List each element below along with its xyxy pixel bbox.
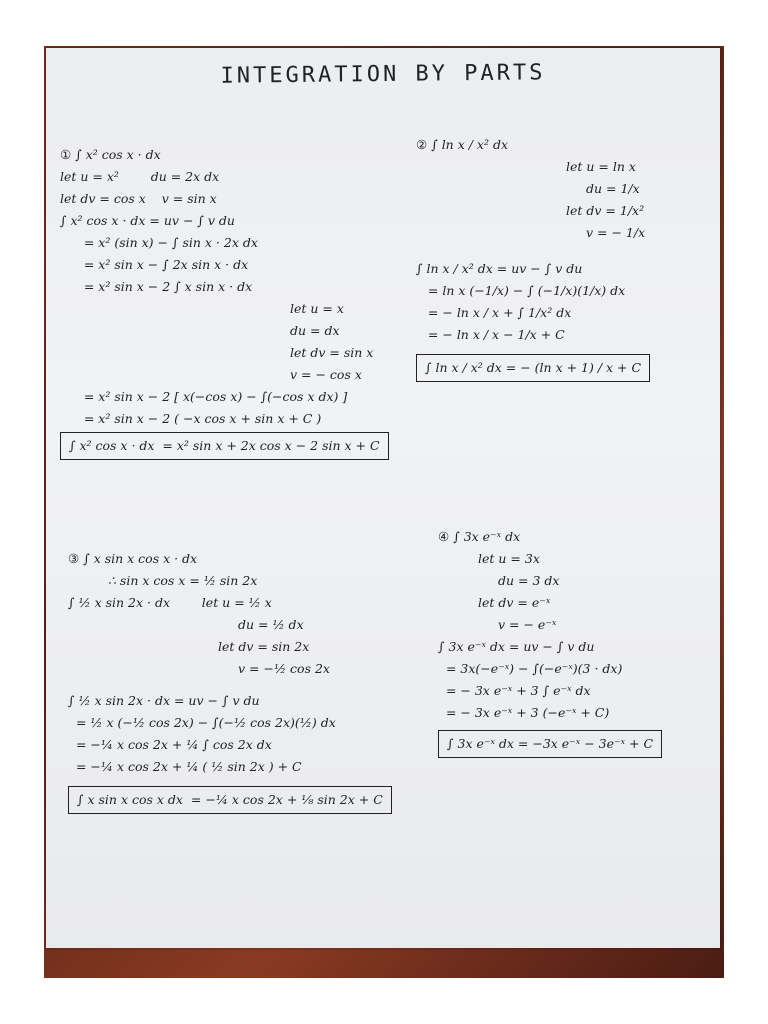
problem-line: v = − e⁻ˣ <box>498 617 557 632</box>
problem-line: = − ln x / x + ∫ 1/x² dx <box>416 305 572 320</box>
problem-line: ∫ ln x / x² dx = uv − ∫ v du <box>416 261 583 276</box>
problem-line: = 3x(−e⁻ˣ) − ∫(−e⁻ˣ)(3 · dx) <box>438 661 623 676</box>
problem-line: ∫ x² cos x · dx = uv − ∫ v du <box>60 213 235 228</box>
problem-line: let u = 3x <box>478 551 540 566</box>
problem-number: ② <box>416 137 428 152</box>
problem-line: v = − 1/x <box>586 225 646 240</box>
problem-line: = x² sin x − ∫ 2x sin x · dx <box>60 257 249 272</box>
problem-line: = ½ x (−½ cos 2x) − ∫(−½ cos 2x)(½) dx <box>68 715 336 730</box>
page-title: INTEGRATION BY PARTS <box>220 60 546 89</box>
problem-2 <box>416 134 716 382</box>
problem-line: let dv = sin 2x <box>218 639 310 654</box>
problem-line: let dv = e⁻ˣ <box>478 595 551 610</box>
problem-line: = −¼ x cos 2x + ¼ ∫ cos 2x dx <box>68 737 272 752</box>
result-box: ∫ ln x / x² dx = − (ln x + 1) / x + C <box>416 354 650 382</box>
problem-line: = − ln x / x − 1/x + C <box>416 327 565 342</box>
problem-line: = − 3x e⁻ˣ + 3 (−e⁻ˣ + C) <box>438 705 610 720</box>
problem-number: ① <box>60 147 72 162</box>
problem-line: let dv = 1/x² <box>566 203 645 218</box>
problem-line: = x² sin x − 2 [ x(−cos x) − ∫(−cos x dx) ] <box>60 389 348 404</box>
problem-line: v = −½ cos 2x <box>238 661 330 676</box>
problem-line: = x² sin x − 2 ( −x cos x + sin x + C ) <box>60 411 322 426</box>
problem-number: ③ <box>68 551 80 566</box>
problem-line: ④ ∫ 3x e⁻ˣ dx <box>438 529 521 544</box>
result-box: ∫ 3x e⁻ˣ dx = −3x e⁻ˣ − 3e⁻ˣ + C <box>438 730 662 758</box>
problem-line: du = ½ dx <box>238 617 304 632</box>
problem-line: = − 3x e⁻ˣ + 3 ∫ e⁻ˣ dx <box>438 683 591 698</box>
result-box: ∫ x² cos x · dx = x² sin x + 2x cos x − 2 sin x + C <box>60 432 389 460</box>
problem-line: v = − cos x <box>290 367 362 382</box>
problem-line: = ln x (−1/x) − ∫ (−1/x)(1/x) dx <box>416 283 626 298</box>
problem-number: ④ <box>438 529 450 544</box>
problem-4 <box>438 526 718 758</box>
problem-line: let u = x <box>290 301 344 316</box>
problem-line: ∫ ½ x sin 2x · dx = uv − ∫ v du <box>68 693 260 708</box>
problem-line: ③ ∫ x sin x cos x · dx <box>68 551 198 566</box>
problem-line: du = 1/x <box>586 181 640 196</box>
problem-line: let u = ln x <box>566 159 636 174</box>
photo-frame <box>44 46 724 978</box>
problem-line: = x² sin x − 2 ∫ x sin x · dx <box>60 279 253 294</box>
problem-line: ① ∫ x² cos x · dx <box>60 147 161 162</box>
problem-line: du = dx <box>290 323 340 338</box>
problem-line: ∫ ½ x sin 2x · dx let u = ½ x <box>68 595 272 610</box>
problem-line: let dv = cos x v = sin x <box>60 191 217 206</box>
problem-line: du = 3 dx <box>498 573 560 588</box>
problem-line: ∴ sin x cos x = ½ sin 2x <box>108 573 258 588</box>
problem-line: ∫ 3x e⁻ˣ dx = uv − ∫ v du <box>438 639 595 654</box>
problem-line: let dv = sin x <box>290 345 374 360</box>
problem-line: ② ∫ ln x / x² dx <box>416 137 509 152</box>
paper-sheet <box>46 48 720 948</box>
problem-line: = x² (sin x) − ∫ sin x · 2x dx <box>60 235 258 250</box>
problem-3 <box>68 548 428 814</box>
problem-line: = −¼ x cos 2x + ¼ ( ½ sin 2x ) + C <box>68 759 302 774</box>
problem-line: let u = x² du = 2x dx <box>60 169 220 184</box>
result-box: ∫ x sin x cos x dx = −¼ x cos 2x + ⅛ sin 2x + C <box>68 786 392 814</box>
problem-1 <box>60 144 420 460</box>
